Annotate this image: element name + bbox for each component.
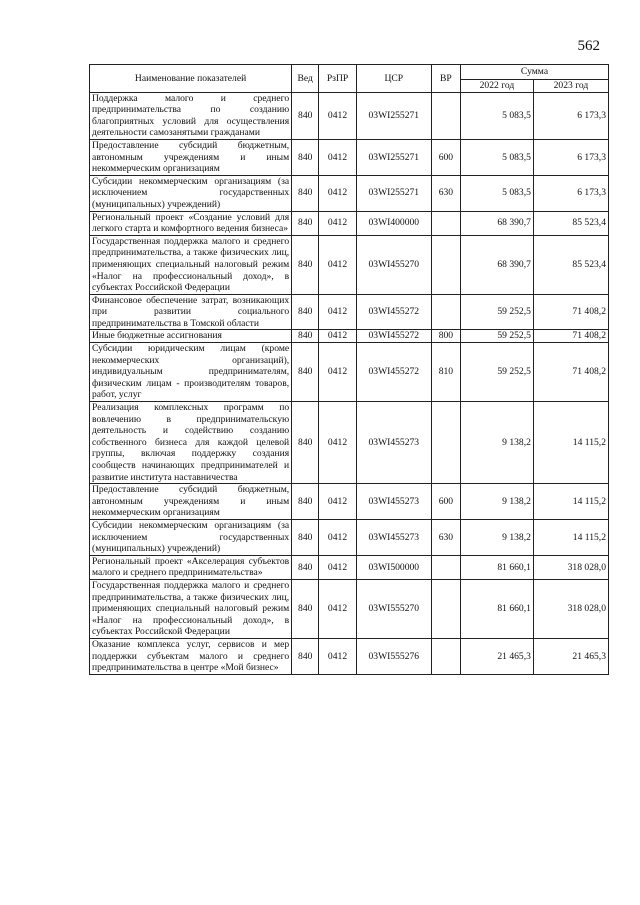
header-name: Наименование показателей xyxy=(90,65,292,93)
table-row xyxy=(90,343,609,402)
row-sum-2022: 59 252,5 xyxy=(460,330,533,343)
row-sum-2023: 6 173,3 xyxy=(533,139,608,175)
row-name: Региональный проект «Акселерация субъектов малого и среднего предпринимательства» xyxy=(90,555,292,579)
row-rzpr: 0412 xyxy=(319,294,357,330)
row-ved: 840 xyxy=(292,139,319,175)
row-sum-2022: 68 390,7 xyxy=(460,211,533,235)
row-name: Региональный проект «Создание условий для легкого старта и комфортного ведения бизнеса» xyxy=(90,211,292,235)
table-body xyxy=(90,92,609,674)
row-ved: 840 xyxy=(292,235,319,294)
table-row xyxy=(90,92,609,139)
row-name: Оказание комплекса услуг, сервисов и мер поддержки субъектам малого и среднего предпринимательства в центре «Мой бизнес» xyxy=(90,638,292,674)
row-sum-2022: 5 083,5 xyxy=(460,139,533,175)
row-rzpr: 0412 xyxy=(319,139,357,175)
row-sum-2023: 71 408,2 xyxy=(533,294,608,330)
row-vr: 600 xyxy=(431,484,460,520)
table-row xyxy=(90,519,609,555)
row-vr xyxy=(431,638,460,674)
row-csr: 03WI500000 xyxy=(356,555,431,579)
row-sum-2023: 6 173,3 xyxy=(533,175,608,211)
row-vr: 600 xyxy=(431,139,460,175)
row-rzpr: 0412 xyxy=(319,343,357,402)
row-csr: 03WI255271 xyxy=(356,175,431,211)
row-sum-2022: 21 465,3 xyxy=(460,638,533,674)
row-sum-2022: 9 138,2 xyxy=(460,484,533,520)
row-sum-2023: 21 465,3 xyxy=(533,638,608,674)
row-sum-2022: 5 083,5 xyxy=(460,92,533,139)
header-vr: ВР xyxy=(431,65,460,93)
row-csr: 03WI455272 xyxy=(356,343,431,402)
row-vr xyxy=(431,211,460,235)
budget-table xyxy=(89,64,609,675)
row-vr: 810 xyxy=(431,343,460,402)
row-csr: 03WI455272 xyxy=(356,330,431,343)
row-rzpr: 0412 xyxy=(319,175,357,211)
row-rzpr: 0412 xyxy=(319,211,357,235)
row-vr xyxy=(431,579,460,638)
row-ved: 840 xyxy=(292,330,319,343)
table-row xyxy=(90,638,609,674)
row-rzpr: 0412 xyxy=(319,638,357,674)
header-csr: ЦСР xyxy=(356,65,431,93)
table-row xyxy=(90,330,609,343)
row-name: Субсидии некоммерческим организациям (за исключением государственных (муниципальных) учреждений) xyxy=(90,175,292,211)
row-csr: 03WI555276 xyxy=(356,638,431,674)
row-sum-2023: 71 408,2 xyxy=(533,330,608,343)
row-sum-2023: 6 173,3 xyxy=(533,92,608,139)
row-ved: 840 xyxy=(292,92,319,139)
row-name: Реализация комплексных программ по вовлечению в предпринимательскую деятельность и содействию созданию собственного бизнеса для каждой целевой группы, включая поддержку создания сообществ начинающих предпринимателей и развитие института наставничества xyxy=(90,402,292,484)
table-row xyxy=(90,294,609,330)
row-csr: 03WI455273 xyxy=(356,484,431,520)
table-row xyxy=(90,579,609,638)
table-row xyxy=(90,484,609,520)
row-csr: 03WI255271 xyxy=(356,92,431,139)
row-sum-2022: 81 660,1 xyxy=(460,579,533,638)
header-sum: Сумма xyxy=(460,65,608,80)
row-rzpr: 0412 xyxy=(319,519,357,555)
row-name: Поддержка малого и среднего предпринимательства по созданию благоприятных условий для осуществления деятельности самозанятыми гражданами xyxy=(90,92,292,139)
row-vr: 630 xyxy=(431,519,460,555)
row-name: Финансовое обеспечение затрат, возникающих при развитии социального предпринимательства в Томской области xyxy=(90,294,292,330)
row-sum-2023: 14 115,2 xyxy=(533,402,608,484)
row-ved: 840 xyxy=(292,579,319,638)
table-row xyxy=(90,139,609,175)
row-csr: 03WI455272 xyxy=(356,294,431,330)
row-ved: 840 xyxy=(292,484,319,520)
row-ved: 840 xyxy=(292,402,319,484)
header-ved: Вед xyxy=(292,65,319,93)
table-row xyxy=(90,211,609,235)
row-vr: 630 xyxy=(431,175,460,211)
row-vr xyxy=(431,92,460,139)
row-ved: 840 xyxy=(292,294,319,330)
row-name: Субсидии юридическим лицам (кроме некоммерческих организаций), индивидуальным предпринимателям, физическим лицам - производителям товаров, работ, услуг xyxy=(90,343,292,402)
row-csr: 03WI400000 xyxy=(356,211,431,235)
header-year-2022: 2022 год xyxy=(460,80,533,93)
table-row xyxy=(90,235,609,294)
table-row xyxy=(90,175,609,211)
row-name: Субсидии некоммерческим организациям (за исключением государственных (муниципальных) учреждений) xyxy=(90,519,292,555)
row-sum-2022: 5 083,5 xyxy=(460,175,533,211)
row-vr xyxy=(431,555,460,579)
row-name: Государственная поддержка малого и среднего предпринимательства, а также физических лиц, применяющих специальный налоговый режим «Налог на профессиональный доход», в субъектах Российской Федерации xyxy=(90,235,292,294)
row-sum-2022: 9 138,2 xyxy=(460,402,533,484)
table-row xyxy=(90,402,609,484)
row-sum-2022: 81 660,1 xyxy=(460,555,533,579)
row-ved: 840 xyxy=(292,638,319,674)
row-rzpr: 0412 xyxy=(319,579,357,638)
row-vr xyxy=(431,235,460,294)
table-row xyxy=(90,555,609,579)
row-sum-2022: 59 252,5 xyxy=(460,343,533,402)
row-name: Предоставление субсидий бюджетным, автономным учреждениям и иным некоммерческим организациям xyxy=(90,484,292,520)
row-name: Государственная поддержка малого и среднего предпринимательства, а также физических лиц, применяющих специальный налоговый режим «Налог на профессиональный доход», в субъектах Российской Федерации xyxy=(90,579,292,638)
row-vr xyxy=(431,402,460,484)
row-vr xyxy=(431,294,460,330)
row-ved: 840 xyxy=(292,175,319,211)
row-sum-2022: 9 138,2 xyxy=(460,519,533,555)
row-csr: 03WI455270 xyxy=(356,235,431,294)
row-rzpr: 0412 xyxy=(319,484,357,520)
row-ved: 840 xyxy=(292,343,319,402)
row-sum-2023: 85 523,4 xyxy=(533,235,608,294)
row-csr: 03WI455273 xyxy=(356,402,431,484)
header-rzpr: РзПР xyxy=(319,65,357,93)
row-rzpr: 0412 xyxy=(319,330,357,343)
row-ved: 840 xyxy=(292,211,319,235)
row-sum-2023: 71 408,2 xyxy=(533,343,608,402)
row-ved: 840 xyxy=(292,555,319,579)
row-sum-2023: 14 115,2 xyxy=(533,484,608,520)
row-sum-2022: 59 252,5 xyxy=(460,294,533,330)
row-sum-2023: 85 523,4 xyxy=(533,211,608,235)
row-name: Предоставление субсидий бюджетным, автономным учреждениям и иным некоммерческим организациям xyxy=(90,139,292,175)
row-csr: 03WI455273 xyxy=(356,519,431,555)
row-csr: 03WI555270 xyxy=(356,579,431,638)
row-rzpr: 0412 xyxy=(319,402,357,484)
row-csr: 03WI255271 xyxy=(356,139,431,175)
row-sum-2023: 318 028,0 xyxy=(533,555,608,579)
page-number: 562 xyxy=(577,38,600,54)
row-rzpr: 0412 xyxy=(319,235,357,294)
row-sum-2023: 14 115,2 xyxy=(533,519,608,555)
row-vr: 800 xyxy=(431,330,460,343)
row-sum-2022: 68 390,7 xyxy=(460,235,533,294)
row-rzpr: 0412 xyxy=(319,92,357,139)
row-name: Иные бюджетные ассигнования xyxy=(90,330,292,343)
row-ved: 840 xyxy=(292,519,319,555)
row-rzpr: 0412 xyxy=(319,555,357,579)
header-year-2023: 2023 год xyxy=(533,80,608,93)
row-sum-2023: 318 028,0 xyxy=(533,579,608,638)
